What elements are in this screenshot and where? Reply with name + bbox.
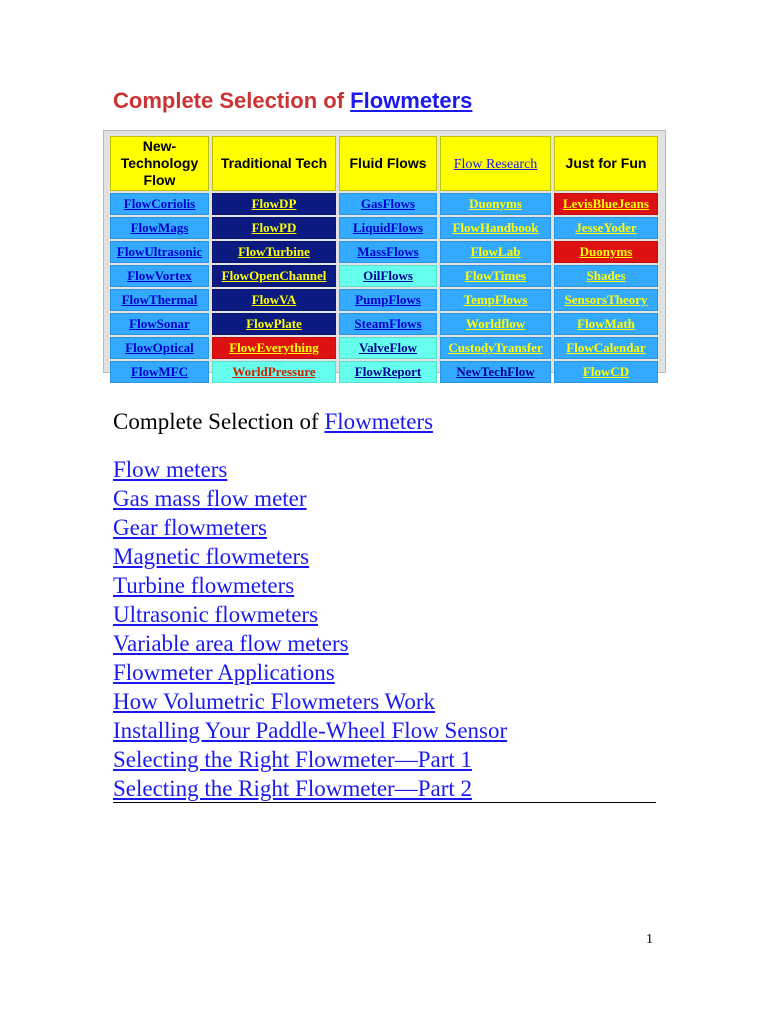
grid-cell[interactable] bbox=[440, 265, 551, 287]
grid-cell[interactable] bbox=[440, 361, 551, 383]
article-link-installing-your-paddle-wheel-flow-sensor[interactable]: Installing Your Paddle-Wheel Flow Sensor bbox=[113, 718, 508, 743]
grid-row bbox=[110, 289, 658, 311]
section-flowmeters-link[interactable]: Flowmeters bbox=[324, 409, 434, 434]
list-item bbox=[113, 600, 507, 629]
grid-link-gasflows[interactable]: GasFlows bbox=[360, 196, 416, 211]
grid-cell[interactable] bbox=[339, 289, 437, 311]
grid-cell[interactable] bbox=[339, 193, 437, 215]
grid-row bbox=[110, 241, 658, 263]
list-item bbox=[113, 658, 507, 687]
list-item bbox=[113, 629, 507, 658]
grid-link-flowhandbook[interactable]: FlowHandbook bbox=[452, 220, 539, 235]
grid-cell[interactable] bbox=[554, 313, 658, 335]
article-link-how-volumetric-flowmeters-work[interactable]: How Volumetric Flowmeters Work bbox=[113, 689, 436, 714]
grid-link-steamflows[interactable]: SteamFlows bbox=[354, 316, 422, 331]
grid-header-label: Traditional Tech bbox=[220, 155, 328, 171]
page-heading bbox=[113, 88, 472, 114]
section-title-text: Complete Selection of bbox=[113, 409, 325, 434]
grid-header-link[interactable]: Flow Research bbox=[453, 156, 538, 172]
flow-links-table bbox=[107, 134, 661, 385]
grid-cell[interactable] bbox=[554, 265, 658, 287]
list-item bbox=[113, 484, 507, 513]
grid-link-worldflow[interactable]: Worldflow bbox=[465, 316, 526, 331]
grid-row bbox=[110, 337, 658, 359]
grid-header-flow-research[interactable] bbox=[440, 136, 551, 191]
grid-cell[interactable] bbox=[440, 313, 551, 335]
grid-cell[interactable] bbox=[440, 289, 551, 311]
grid-row bbox=[110, 265, 658, 287]
grid-header-just-for-fun bbox=[554, 136, 658, 191]
grid-link-flowvortex[interactable]: FlowVortex bbox=[127, 268, 192, 283]
section-title bbox=[113, 409, 433, 435]
grid-link-flowva[interactable]: FlowVA bbox=[251, 292, 297, 307]
grid-link-flowcalendar[interactable]: FlowCalendar bbox=[566, 340, 646, 355]
list-item bbox=[113, 745, 507, 774]
grid-cell[interactable] bbox=[554, 361, 658, 383]
grid-link-floweverything[interactable]: FlowEverything bbox=[229, 340, 319, 355]
article-link-flow-meters[interactable]: Flow meters bbox=[113, 457, 228, 482]
grid-header-row bbox=[110, 136, 658, 191]
grid-link-flowmath[interactable]: FlowMath bbox=[577, 316, 635, 331]
grid-link-flowsonar[interactable]: FlowSonar bbox=[129, 316, 190, 331]
grid-cell[interactable] bbox=[212, 241, 336, 263]
grid-cell[interactable] bbox=[110, 241, 209, 263]
grid-link-newtechflow[interactable]: NewTechFlow bbox=[456, 364, 535, 379]
grid-link-custodytransfer[interactable]: CustodyTransfer bbox=[448, 340, 543, 355]
grid-link-duonyms[interactable]: Duonyms bbox=[579, 244, 633, 259]
article-link-selecting-the-right-flowmeter-part-1[interactable]: Selecting the Right Flowmeter—Part 1 bbox=[113, 747, 473, 772]
grid-link-jesseyoder[interactable]: JesseYoder bbox=[575, 220, 637, 235]
grid-cell[interactable] bbox=[110, 337, 209, 359]
article-link-variable-area-flow-meters[interactable]: Variable area flow meters bbox=[113, 631, 349, 656]
grid-cell[interactable] bbox=[110, 289, 209, 311]
grid-row bbox=[110, 313, 658, 335]
grid-header-label: New- Technology Flow bbox=[120, 138, 199, 188]
grid-link-flowtimes[interactable]: FlowTimes bbox=[464, 268, 527, 283]
article-link-magnetic-flowmeters[interactable]: Magnetic flowmeters bbox=[113, 544, 310, 569]
grid-link-valveflow[interactable]: ValveFlow bbox=[358, 340, 418, 355]
grid-cell[interactable] bbox=[440, 217, 551, 239]
grid-link-worldpressure[interactable]: WorldPressure bbox=[232, 364, 316, 379]
grid-cell[interactable] bbox=[110, 313, 209, 335]
grid-cell[interactable] bbox=[554, 337, 658, 359]
grid-link-tempflows[interactable]: TempFlows bbox=[463, 292, 528, 307]
grid-cell[interactable] bbox=[339, 361, 437, 383]
grid-cell[interactable] bbox=[554, 217, 658, 239]
list-item bbox=[113, 716, 507, 745]
grid-link-flowplate[interactable]: FlowPlate bbox=[246, 316, 302, 331]
grid-link-shades[interactable]: Shades bbox=[586, 268, 626, 283]
grid-link-flowultrasonic[interactable]: FlowUltrasonic bbox=[116, 244, 203, 259]
article-link-list bbox=[113, 455, 507, 803]
grid-cell[interactable] bbox=[339, 265, 437, 287]
grid-cell[interactable] bbox=[339, 313, 437, 335]
grid-link-duonyms[interactable]: Duonyms bbox=[469, 196, 522, 211]
grid-cell[interactable] bbox=[212, 337, 336, 359]
grid-cell[interactable] bbox=[110, 193, 209, 215]
grid-cell[interactable] bbox=[110, 217, 209, 239]
grid-link-flowopenchannel[interactable]: FlowOpenChannel bbox=[221, 268, 327, 283]
page-number: 1 bbox=[646, 932, 653, 947]
grid-link-flowthermal[interactable]: FlowThermal bbox=[121, 292, 198, 307]
grid-cell[interactable] bbox=[339, 241, 437, 263]
grid-link-flowcoriolis[interactable]: FlowCoriolis bbox=[123, 196, 196, 211]
grid-link-flowreport[interactable]: FlowReport bbox=[354, 364, 422, 379]
grid-cell[interactable] bbox=[110, 265, 209, 287]
grid-link-flowmfc[interactable]: FlowMFC bbox=[130, 364, 189, 379]
article-link-selecting-the-right-flowmeter-part-2[interactable]: Selecting the Right Flowmeter—Part 2 bbox=[113, 776, 473, 801]
list-item bbox=[113, 455, 507, 484]
grid-link-flowcd[interactable]: FlowCD bbox=[582, 364, 630, 379]
divider bbox=[113, 802, 656, 803]
article-link-ultrasonic-flowmeters[interactable]: Ultrasonic flowmeters bbox=[113, 602, 319, 627]
list-item bbox=[113, 513, 507, 542]
grid-cell[interactable] bbox=[212, 289, 336, 311]
heading-flowmeters-link[interactable]: Flowmeters bbox=[350, 88, 473, 113]
grid-cell[interactable] bbox=[440, 337, 551, 359]
flow-links-grid bbox=[103, 130, 666, 379]
grid-row bbox=[110, 193, 658, 215]
grid-link-flowturbine[interactable]: FlowTurbine bbox=[238, 244, 310, 259]
grid-link-flowdp[interactable]: FlowDP bbox=[251, 196, 297, 211]
grid-cell[interactable] bbox=[212, 217, 336, 239]
article-link-gear-flowmeters[interactable]: Gear flowmeters bbox=[113, 515, 267, 540]
grid-row bbox=[110, 217, 658, 239]
grid-cell[interactable] bbox=[339, 217, 437, 239]
grid-cell[interactable] bbox=[554, 241, 658, 263]
article-link-flowmeter-applications[interactable]: Flowmeter Applications bbox=[113, 660, 335, 685]
grid-cell[interactable] bbox=[212, 193, 336, 215]
grid-cell[interactable] bbox=[440, 193, 551, 215]
grid-row bbox=[110, 361, 658, 383]
grid-link-flowmags[interactable]: FlowMags bbox=[130, 220, 189, 235]
grid-link-flowpd[interactable]: FlowPD bbox=[251, 220, 297, 235]
grid-link-levisbluejeans[interactable]: LevisBlueJeans bbox=[563, 196, 649, 211]
grid-cell[interactable] bbox=[110, 361, 209, 383]
grid-link-liquidflows[interactable]: LiquidFlows bbox=[352, 220, 424, 235]
grid-cell[interactable] bbox=[212, 361, 336, 383]
grid-link-flowlab[interactable]: FlowLab bbox=[470, 244, 521, 259]
list-item bbox=[113, 774, 507, 803]
grid-link-massflows[interactable]: MassFlows bbox=[357, 244, 419, 259]
grid-link-pumpflows[interactable]: PumpFlows bbox=[355, 292, 421, 307]
list-item bbox=[113, 571, 507, 600]
grid-cell[interactable] bbox=[554, 193, 658, 215]
grid-cell[interactable] bbox=[554, 289, 658, 311]
grid-header-label: Just for Fun bbox=[565, 155, 647, 171]
grid-header-label: Fluid Flows bbox=[349, 155, 427, 171]
grid-cell[interactable] bbox=[212, 313, 336, 335]
grid-link-oilflows[interactable]: OilFlows bbox=[363, 268, 413, 283]
grid-link-sensorstheory[interactable]: SensorsTheory bbox=[564, 292, 648, 307]
article-link-turbine-flowmeters[interactable]: Turbine flowmeters bbox=[113, 573, 295, 598]
grid-cell[interactable] bbox=[440, 241, 551, 263]
list-item bbox=[113, 542, 507, 571]
article-link-gas-mass-flow-meter[interactable]: Gas mass flow meter bbox=[113, 486, 307, 511]
list-item bbox=[113, 687, 507, 716]
grid-header-fluid-flows bbox=[339, 136, 437, 191]
heading-text: Complete Selection of bbox=[113, 88, 351, 113]
grid-header-new-technology-flow bbox=[110, 136, 209, 191]
grid-cell[interactable] bbox=[212, 265, 336, 287]
grid-header-traditional-tech bbox=[212, 136, 336, 191]
grid-link-flowoptical[interactable]: FlowOptical bbox=[125, 340, 194, 355]
grid-cell[interactable] bbox=[339, 337, 437, 359]
